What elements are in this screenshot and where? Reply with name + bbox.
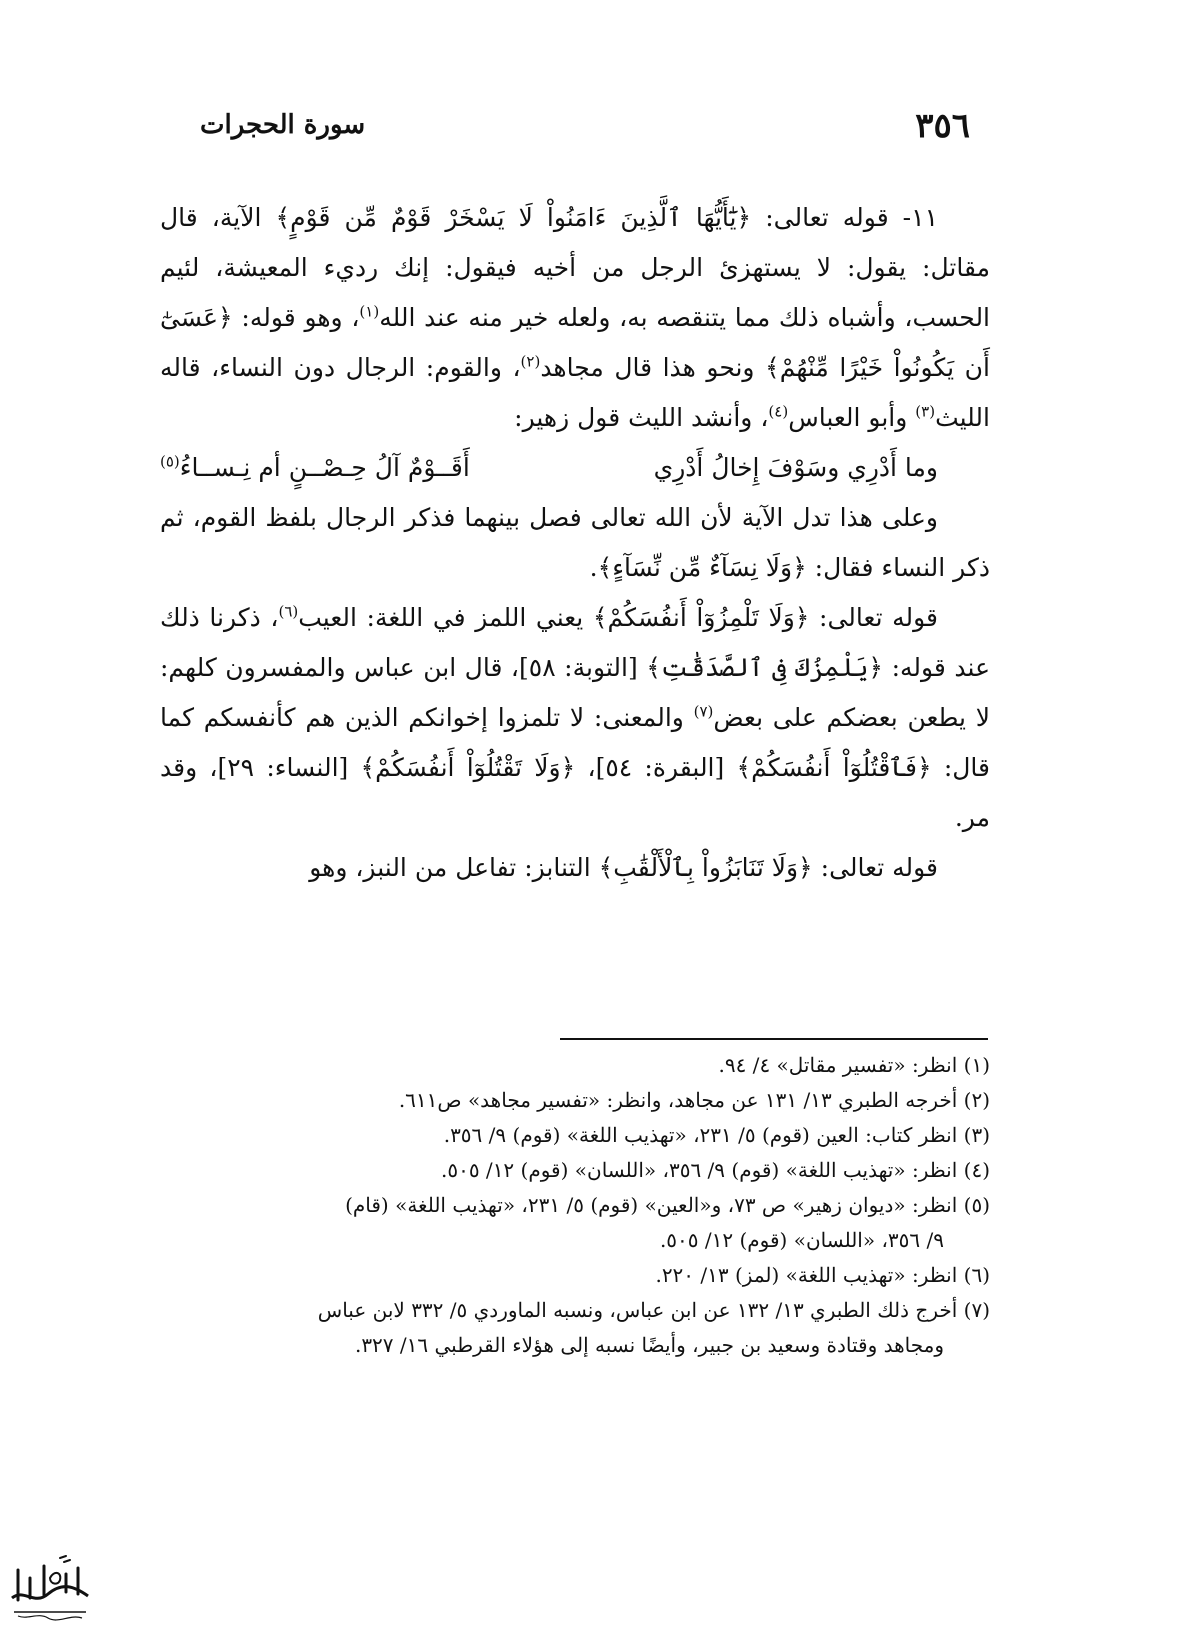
text-segment: الآية، قال مقاتل: يقول: لا يستهزئ الرجل من أخيه فيقول: إنك رديء المعيشة، لئيم الحسب، وأشباه ذلك مما يتنقصه به، ولعله خير منه عند الله — [160, 203, 991, 332]
text-segment: وأبو العباس — [788, 403, 916, 432]
quran-quote: ﴿وَلَا تَقْتُلُوٓاْ أَنفُسَكُمْ﴾ — [360, 753, 576, 782]
text-segment: ، وهو قوله: — [232, 303, 360, 332]
paragraph-lamz — [160, 593, 990, 843]
quran-quote: ﴿عَسَىٰٓ أَن يَكُونُواْ خَيْرًا مِّنْهُمْ﴾ — [160, 303, 990, 382]
text-segment: ، والقوم: الرجال دون النساء، قاله الليث — [160, 353, 990, 432]
footnote-5 — [140, 1188, 990, 1258]
quran-quote: ﴿فَٱقْتُلُوٓاْ أَنفُسَكُمْ﴾ — [736, 753, 932, 782]
main-text — [160, 193, 990, 893]
calligraphy-seal-logo — [4, 1548, 96, 1624]
footnote-text: (٦) انظر: «تهذيب اللغة» (لمز) ١٣/ ٢٢٠. — [655, 1263, 990, 1287]
quran-quote: ﴿وَلَا تَلْمِزُوٓاْ أَنفُسَكُمْ﴾ — [592, 603, 810, 632]
poem-verse — [160, 443, 990, 493]
footnote-7 — [140, 1293, 990, 1363]
footnote-separator — [560, 1038, 988, 1040]
text-segment: [النساء: ٢٩]، وقد مر. — [160, 753, 990, 832]
footnote-ref[interactable]: (٦) — [278, 602, 299, 621]
page-number: ٣٥٦ — [915, 106, 970, 146]
footnote-text: (٥) انظر: «ديوان زهير» ص ٧٣، و«العين» (قوم) ٥/ ٢٣١، «تهذيب اللغة» (قام) — [345, 1193, 990, 1217]
footnote-6 — [140, 1258, 990, 1293]
quran-quote: ﴿يَلْمِزُكَ فِى ٱلصَّدَقَٰتِ﴾ — [646, 653, 884, 682]
footnote-ref[interactable]: (٧) — [693, 702, 714, 721]
quran-quote: ﴿يَٰٓأَيُّهَا ٱلَّذِينَ ءَامَنُواْ لَا يَسْخَرْ قَوْمٌ مِّن قَوْمٍ﴾ — [275, 203, 752, 232]
footnote-ref[interactable]: (٤) — [768, 402, 789, 421]
footnote-ref[interactable]: (٢) — [520, 352, 541, 371]
text-segment: [التوبة: ٥٨]، قال ابن عباس والمفسرون كلهم: لا يطعن بعضكم على بعض — [160, 653, 990, 732]
quran-quote: ﴿وَلَا تَنَابَزُواْ بِٱلْأَلْقَٰبِ﴾ — [598, 853, 813, 882]
text-segment: ، وأنشد الليث قول زهير: — [514, 403, 769, 432]
footnote-continuation: ومجاهد وقتادة وسعيد بن جبير، وأيضًا نسبه إلى هؤلاء القرطبي ١٦/ ٣٢٧. — [354, 1333, 944, 1357]
paragraph-commentary — [160, 493, 990, 593]
running-title: سورة الحجرات — [200, 110, 366, 140]
footnote-text: (٤) انظر: «تهذيب اللغة» (قوم) ٩/ ٣٥٦، «اللسان» (قوم) ١٢/ ٥٠٥. — [440, 1158, 990, 1182]
text-segment: . — [589, 553, 598, 582]
text-segment: قوله تعالى: — [812, 853, 938, 882]
text-segment: ١١- قوله تعالى: — [751, 203, 938, 232]
footnote-text: (٧) أخرج ذلك الطبري ١٣/ ١٣٢ عن ابن عباس، ونسبه الماوردي ٥/ ٣٣٢ لابن عباس — [317, 1298, 990, 1322]
poem-hemistich-second — [160, 443, 470, 493]
footnote-ref[interactable]: (٥) — [160, 452, 180, 471]
footnote-3 — [140, 1118, 990, 1153]
paragraph-verse-11 — [160, 193, 990, 443]
footnote-continuation: ٩/ ٣٥٦، «اللسان» (قوم) ١٢/ ٥٠٥. — [659, 1228, 944, 1252]
text-segment: [البقرة: ٥٤]، — [575, 753, 737, 782]
text-segment: قوله تعالى: — [809, 603, 939, 632]
text-segment: ونحو هذا قال مجاهد — [540, 353, 766, 382]
footnote-text: (٢) أخرجه الطبري ١٣/ ١٣١ عن مجاهد، وانظر: «تفسير مجاهد» ص٦١١. — [398, 1088, 990, 1112]
poem-hemistich-first: وما أَدْرِي وسَوْفَ إِخالُ أَدْرِي — [653, 453, 938, 482]
quran-quote: ﴿وَلَا نِسَآءٌ مِّن نِّسَآءٍ﴾ — [597, 553, 807, 582]
footnote-1 — [140, 1048, 990, 1083]
text-segment: التنابز: تفاعل من النبز، وهو — [309, 853, 599, 882]
footnotes — [140, 1048, 990, 1363]
page-header — [200, 106, 970, 156]
text-segment: ، ذكرنا ذلك عند قوله: — [160, 603, 990, 682]
poem-hemistich-second-text: أَقَــوْمٌ آلُ حِـصْــنٍ أم نِـســاءُ — [179, 453, 470, 482]
footnote-4 — [140, 1153, 990, 1188]
text-segment: وعلى هذا تدل الآية لأن الله تعالى فصل بينهما فذكر الرجال بلفظ القوم، ثم ذكر النساء فقال: — [160, 503, 990, 582]
footnote-2 — [140, 1083, 990, 1118]
footnote-ref[interactable]: (١) — [359, 302, 380, 321]
paragraph-tanabuz — [160, 843, 990, 893]
footnote-text: (١) انظر: «تفسير مقاتل» ٤/ ٩٤. — [718, 1053, 990, 1077]
footnote-ref[interactable]: (٣) — [915, 402, 936, 421]
text-segment: والمعنى: لا تلمزوا إخوانكم الذين هم كأنفسكم كما قال: — [160, 703, 990, 782]
footnote-text: (٣) انظر كتاب: العين (قوم) ٥/ ٢٣١، «تهذيب اللغة» (قوم) ٩/ ٣٥٦. — [443, 1123, 990, 1147]
text-segment: يعني اللمز في اللغة: العيب — [298, 603, 593, 632]
